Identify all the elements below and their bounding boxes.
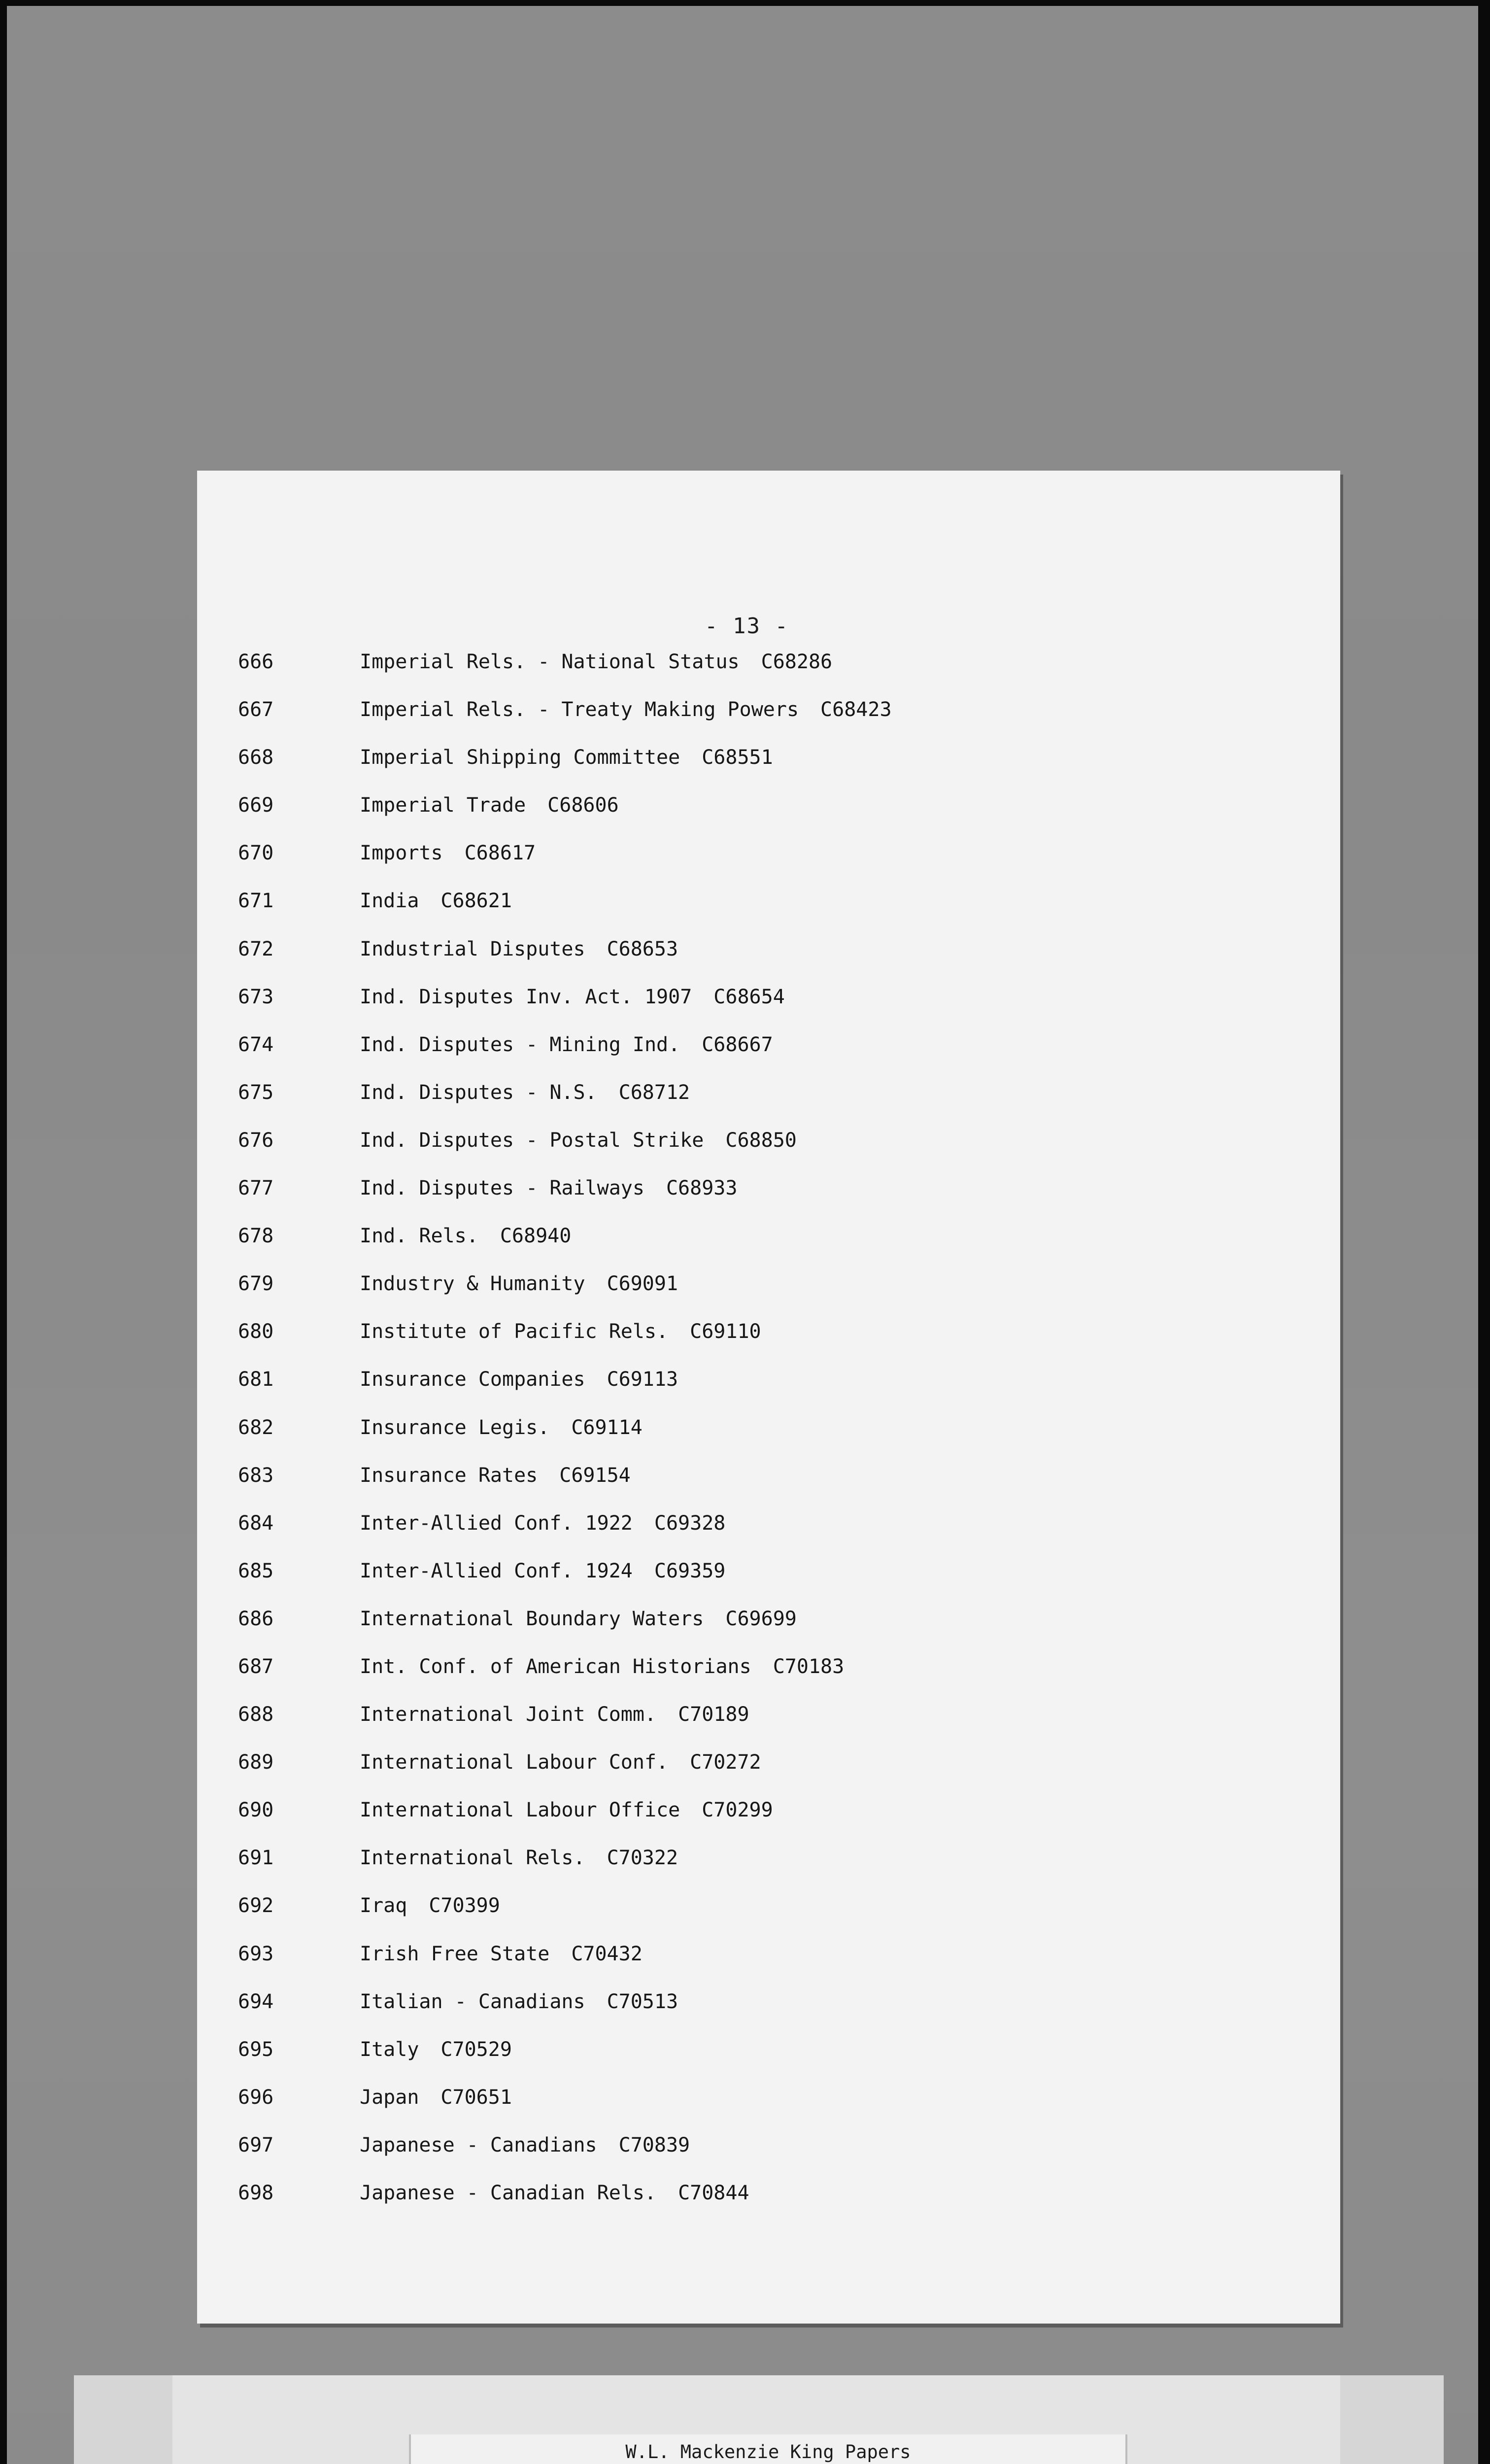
entry-number: 674 bbox=[238, 1033, 274, 1056]
entry-subject: Ind. Disputes - Postal Strike bbox=[360, 1129, 704, 1152]
entry-subject: Iraq bbox=[360, 1894, 407, 1917]
entry-reference: C68286 bbox=[761, 650, 833, 673]
entry-subject: International Labour Conf. bbox=[360, 1751, 669, 1774]
entry-reference: C69699 bbox=[725, 1607, 797, 1630]
list-item bbox=[197, 1320, 1340, 1368]
entry-number: 688 bbox=[238, 1703, 274, 1726]
entry-reference: C70651 bbox=[440, 2086, 512, 2109]
entry-reference: C70432 bbox=[571, 1942, 643, 1965]
entry-subject: Institute of Pacific Rels. bbox=[360, 1320, 669, 1343]
entry-subject-line bbox=[360, 1225, 571, 1247]
entry-number: 698 bbox=[238, 2182, 274, 2204]
entry-reference: C68667 bbox=[702, 1033, 773, 1056]
entry-subject: Int. Conf. of American Historians bbox=[360, 1655, 751, 1678]
entry-reference: C69359 bbox=[654, 1559, 726, 1582]
entry-reference: C70844 bbox=[678, 2182, 749, 2204]
entry-number: 680 bbox=[238, 1320, 274, 1343]
label-board-left-tab bbox=[74, 2375, 172, 2464]
entry-subject-line bbox=[360, 1320, 761, 1343]
entry-number: 675 bbox=[238, 1081, 274, 1104]
collection-title: W.L. Mackenzie King Papers bbox=[625, 2441, 911, 2463]
list-item bbox=[197, 698, 1340, 746]
list-item bbox=[197, 2038, 1340, 2086]
entry-subject: International Joint Comm. bbox=[360, 1703, 657, 1726]
entry-subject-line bbox=[360, 794, 619, 817]
entry-subject-line bbox=[360, 1416, 643, 1439]
list-item bbox=[197, 938, 1340, 986]
list-item bbox=[197, 746, 1340, 794]
entry-subject: Industrial Disputes bbox=[360, 937, 585, 960]
entry-number: 667 bbox=[238, 698, 274, 721]
entry-reference: C70529 bbox=[440, 2038, 512, 2061]
entry-reference: C70322 bbox=[607, 1847, 678, 1870]
entry-list bbox=[197, 650, 1340, 2229]
entry-subject-line bbox=[360, 1655, 844, 1678]
list-item bbox=[197, 1703, 1340, 1751]
list-item bbox=[197, 1608, 1340, 1655]
entry-number: 694 bbox=[238, 1990, 274, 2013]
list-item bbox=[197, 1464, 1340, 1512]
entry-number: 690 bbox=[238, 1799, 274, 1822]
entry-reference: C69110 bbox=[690, 1320, 761, 1343]
entry-number: 687 bbox=[238, 1655, 274, 1678]
list-item bbox=[197, 1655, 1340, 1703]
entry-number: 676 bbox=[238, 1129, 274, 1152]
list-item bbox=[197, 1225, 1340, 1272]
entry-subject: Imports bbox=[360, 842, 443, 865]
entry-number: 696 bbox=[238, 2086, 274, 2109]
entry-subject-line bbox=[360, 1799, 773, 1821]
list-item bbox=[197, 1894, 1340, 1942]
entry-subject: Irish Free State bbox=[360, 1942, 550, 1965]
entry-reference: C68654 bbox=[713, 985, 785, 1008]
entry-subject: Imperial Shipping Committee bbox=[360, 746, 680, 769]
entry-subject-line bbox=[360, 1368, 678, 1391]
entry-subject-line bbox=[360, 1847, 678, 1869]
entry-reference: C69328 bbox=[654, 1511, 726, 1535]
entry-reference: C68712 bbox=[618, 1081, 690, 1104]
entry-subject: Inter-Allied Conf. 1924 bbox=[360, 1559, 633, 1582]
entry-subject-line bbox=[360, 1990, 678, 2013]
entry-subject-line bbox=[360, 938, 678, 960]
entry-subject: Ind. Rels. bbox=[360, 1225, 478, 1248]
entry-subject-line bbox=[360, 1703, 749, 1726]
entry-number: 679 bbox=[238, 1272, 274, 1296]
entry-subject-line bbox=[360, 1608, 797, 1630]
entry-number: 670 bbox=[238, 842, 274, 865]
entry-subject: Ind. Disputes Inv. Act. 1907 bbox=[360, 985, 692, 1008]
list-item bbox=[197, 842, 1340, 890]
document-page bbox=[197, 471, 1340, 2324]
list-item bbox=[197, 1416, 1340, 1464]
entry-number: 686 bbox=[238, 1607, 274, 1630]
entry-subject-line bbox=[360, 2086, 512, 2109]
page-number: - 13 - bbox=[705, 614, 789, 639]
list-item bbox=[197, 1129, 1340, 1177]
entry-reference: C68653 bbox=[607, 937, 678, 960]
entry-subject: Inter-Allied Conf. 1922 bbox=[360, 1511, 633, 1535]
entry-number: 681 bbox=[238, 1368, 274, 1391]
list-item bbox=[197, 1560, 1340, 1608]
entry-reference: C70839 bbox=[618, 2133, 690, 2156]
entry-subject-line bbox=[360, 1512, 725, 1535]
entry-subject: Industry & Humanity bbox=[360, 1272, 585, 1296]
entry-number: 693 bbox=[238, 1942, 274, 1965]
film-edge-right bbox=[1478, 0, 1490, 2464]
entry-reference: C68940 bbox=[500, 1225, 572, 1248]
entry-number: 673 bbox=[238, 985, 274, 1008]
entry-reference: C70399 bbox=[429, 1894, 500, 1917]
entry-subject: Ind. Disputes - Mining Ind. bbox=[360, 1033, 680, 1056]
entry-number: 672 bbox=[238, 937, 274, 960]
entry-subject-line bbox=[360, 1464, 631, 1487]
entry-subject: International Boundary Waters bbox=[360, 1607, 704, 1630]
entry-number: 692 bbox=[238, 1894, 274, 1917]
list-item bbox=[197, 794, 1340, 842]
list-item bbox=[197, 2086, 1340, 2134]
entry-subject-line bbox=[360, 890, 512, 912]
list-item bbox=[197, 986, 1340, 1033]
entry-number: 683 bbox=[238, 1464, 274, 1487]
entry-number: 671 bbox=[238, 890, 274, 913]
entry-number: 678 bbox=[238, 1225, 274, 1248]
entry-reference: C68621 bbox=[440, 890, 512, 913]
list-item bbox=[197, 1033, 1340, 1081]
entry-subject-line bbox=[360, 698, 892, 721]
list-item bbox=[197, 1512, 1340, 1560]
entry-subject: Japanese - Canadians bbox=[360, 2133, 597, 2156]
entry-reference: C68606 bbox=[547, 794, 619, 817]
entry-reference: C69091 bbox=[607, 1272, 678, 1296]
entry-number: 697 bbox=[238, 2133, 274, 2156]
entry-subject-line bbox=[360, 1751, 761, 1774]
entry-subject: Imperial Rels. - Treaty Making Powers bbox=[360, 698, 799, 721]
entry-subject: Italian - Canadians bbox=[360, 1990, 585, 2013]
list-item bbox=[197, 650, 1340, 698]
entry-subject-line bbox=[360, 1943, 643, 1965]
entry-reference: C69113 bbox=[607, 1368, 678, 1391]
entry-reference: C70299 bbox=[702, 1799, 773, 1822]
entry-number: 684 bbox=[238, 1511, 274, 1535]
film-edge-top bbox=[0, 0, 1490, 6]
entry-subject-line bbox=[360, 2038, 512, 2061]
list-item bbox=[197, 1177, 1340, 1225]
entry-reference: C70189 bbox=[678, 1703, 749, 1726]
list-item bbox=[197, 1799, 1340, 1847]
entry-number: 669 bbox=[238, 794, 274, 817]
entry-reference: C68551 bbox=[702, 746, 773, 769]
list-item bbox=[197, 890, 1340, 937]
entry-subject: India bbox=[360, 890, 419, 913]
entry-reference: C69154 bbox=[559, 1464, 631, 1487]
entry-subject: Ind. Disputes - Railways bbox=[360, 1177, 644, 1200]
list-item bbox=[197, 2134, 1340, 2182]
entry-subject-line bbox=[360, 1177, 737, 1199]
entry-subject-line bbox=[360, 1560, 725, 1582]
entry-subject: Insurance Rates bbox=[360, 1464, 538, 1487]
entry-number: 689 bbox=[238, 1751, 274, 1774]
list-item bbox=[197, 1990, 1340, 2038]
entry-number: 666 bbox=[238, 650, 274, 673]
entry-subject-line bbox=[360, 1272, 678, 1295]
entry-subject-line bbox=[360, 650, 832, 673]
entry-subject-line bbox=[360, 986, 785, 1008]
entry-number: 685 bbox=[238, 1559, 274, 1582]
collection-label bbox=[409, 2434, 1127, 2464]
entry-number: 691 bbox=[238, 1847, 274, 1870]
list-item bbox=[197, 1368, 1340, 1416]
entry-subject: Japan bbox=[360, 2086, 419, 2109]
entry-subject: Ind. Disputes - N.S. bbox=[360, 1081, 597, 1104]
entry-number: 677 bbox=[238, 1177, 274, 1200]
entry-reference: C69114 bbox=[571, 1416, 643, 1439]
entry-subject-line bbox=[360, 2134, 690, 2156]
entry-reference: C70513 bbox=[607, 1990, 678, 2013]
entry-subject: Insurance Companies bbox=[360, 1368, 585, 1391]
entry-subject-line bbox=[360, 1894, 500, 1917]
entry-number: 682 bbox=[238, 1416, 274, 1439]
label-board-right-tab bbox=[1340, 2375, 1444, 2464]
list-item bbox=[197, 2182, 1340, 2229]
entry-reference: C68933 bbox=[666, 1177, 738, 1200]
list-item bbox=[197, 1081, 1340, 1129]
list-item bbox=[197, 1272, 1340, 1320]
entry-number: 668 bbox=[238, 746, 274, 769]
entry-subject: International Rels. bbox=[360, 1847, 585, 1870]
entry-subject: Insurance Legis. bbox=[360, 1416, 550, 1439]
entry-subject-line bbox=[360, 746, 773, 769]
entry-subject-line bbox=[360, 1033, 773, 1056]
entry-subject: Imperial Rels. - National Status bbox=[360, 650, 740, 673]
entry-reference: C70272 bbox=[690, 1751, 761, 1774]
entry-number: 695 bbox=[238, 2038, 274, 2061]
entry-subject: International Labour Office bbox=[360, 1799, 680, 1822]
entry-subject: Japanese - Canadian Rels. bbox=[360, 2182, 657, 2204]
film-edge-left bbox=[0, 0, 7, 2464]
entry-reference: C68850 bbox=[725, 1129, 797, 1152]
list-item bbox=[197, 1847, 1340, 1894]
list-item bbox=[197, 1943, 1340, 1990]
entry-reference: C68617 bbox=[464, 842, 536, 865]
entry-subject: Italy bbox=[360, 2038, 419, 2061]
entry-subject: Imperial Trade bbox=[360, 794, 526, 817]
entry-subject-line bbox=[360, 1129, 797, 1152]
entry-subject-line bbox=[360, 842, 536, 864]
entry-subject-line bbox=[360, 1081, 690, 1104]
entry-reference: C68423 bbox=[820, 698, 892, 721]
entry-subject-line bbox=[360, 2182, 749, 2204]
list-item bbox=[197, 1751, 1340, 1799]
entry-reference: C70183 bbox=[773, 1655, 845, 1678]
